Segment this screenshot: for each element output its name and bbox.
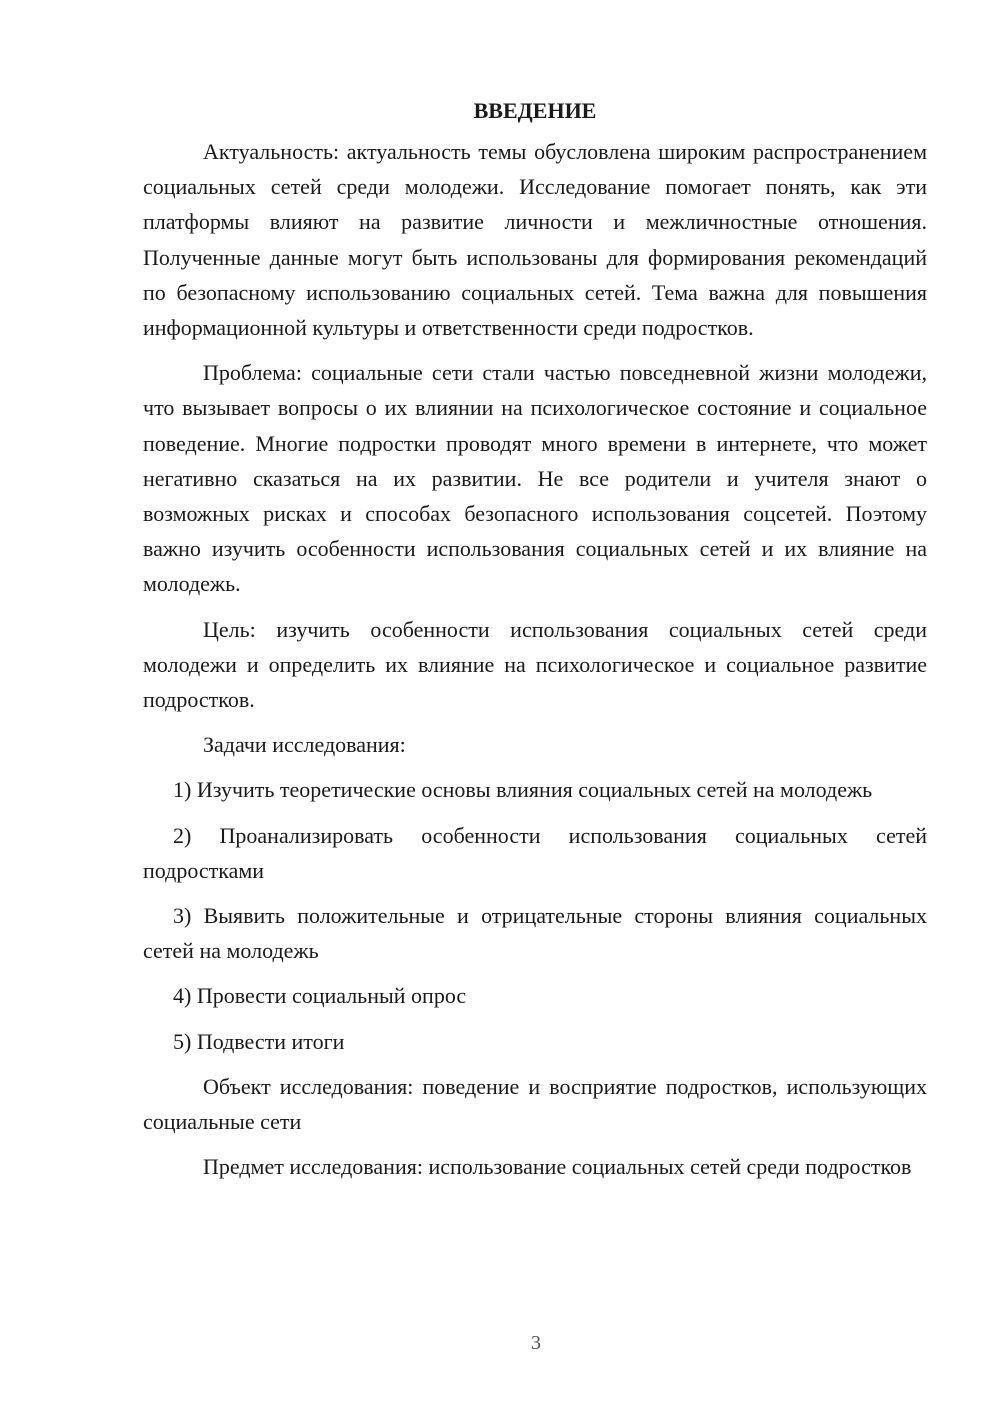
document-page <box>143 94 927 1194</box>
subject-paragraph: Предмет исследования: использование социальных сетей среди подростков <box>203 1154 912 1180</box>
page-number: 3 <box>531 1332 541 1354</box>
task-item-3: 3) Выявить положительные и отрицательные стороны влияния социальных сетей на молодежь <box>143 903 927 964</box>
task-item-4: 4) Провести социальный опрос <box>173 983 467 1009</box>
relevance-paragraph: Актуальность: актуальность темы обусловлена широким распространением социальных сетей среди молодежи. Исследование помогает понять, как эти платформы влияют на развитие личности и межличностные отношения. Полученные данные могут быть использованы для формирования рекомендаций по безопасному использованию социальных сетей. Тема важна для повышения информационной культуры и ответственности среди подростков. <box>143 139 927 341</box>
task-item-5: 5) Подвести итоги <box>173 1028 345 1054</box>
page-heading: ВВЕДЕНИЕ <box>473 98 597 123</box>
tasks-title: Задачи исследования: <box>203 732 406 758</box>
task-item-1: 1) Изучить теоретические основы влияния социальных сетей на молодежь <box>173 777 873 803</box>
task-item-2: 2) Проанализировать особенности использования социальных сетей подростками <box>143 822 927 883</box>
goal-paragraph: Цель: изучить особенности использования социальных сетей среди молодежи и определить их влияние на психологическое и социальное развитие подростков. <box>143 616 927 713</box>
object-paragraph: Объект исследования: поведение и восприятие подростков, использующих социальные сети <box>143 1073 927 1135</box>
problem-paragraph: Проблема: социальные сети стали частью повседневной жизни молодежи, что вызывает вопросы о их влиянии на психологическое состояние и социальное поведение. Многие подростки проводят много времени в интернете, что может негативно сказаться на их развитии. Не все родители и учителя знают о возможных рисках и способах безопасного использования соцсетей. Поэтому важно изучить особенности использования социальных сетей и их влияние на молодежь. <box>143 360 927 597</box>
